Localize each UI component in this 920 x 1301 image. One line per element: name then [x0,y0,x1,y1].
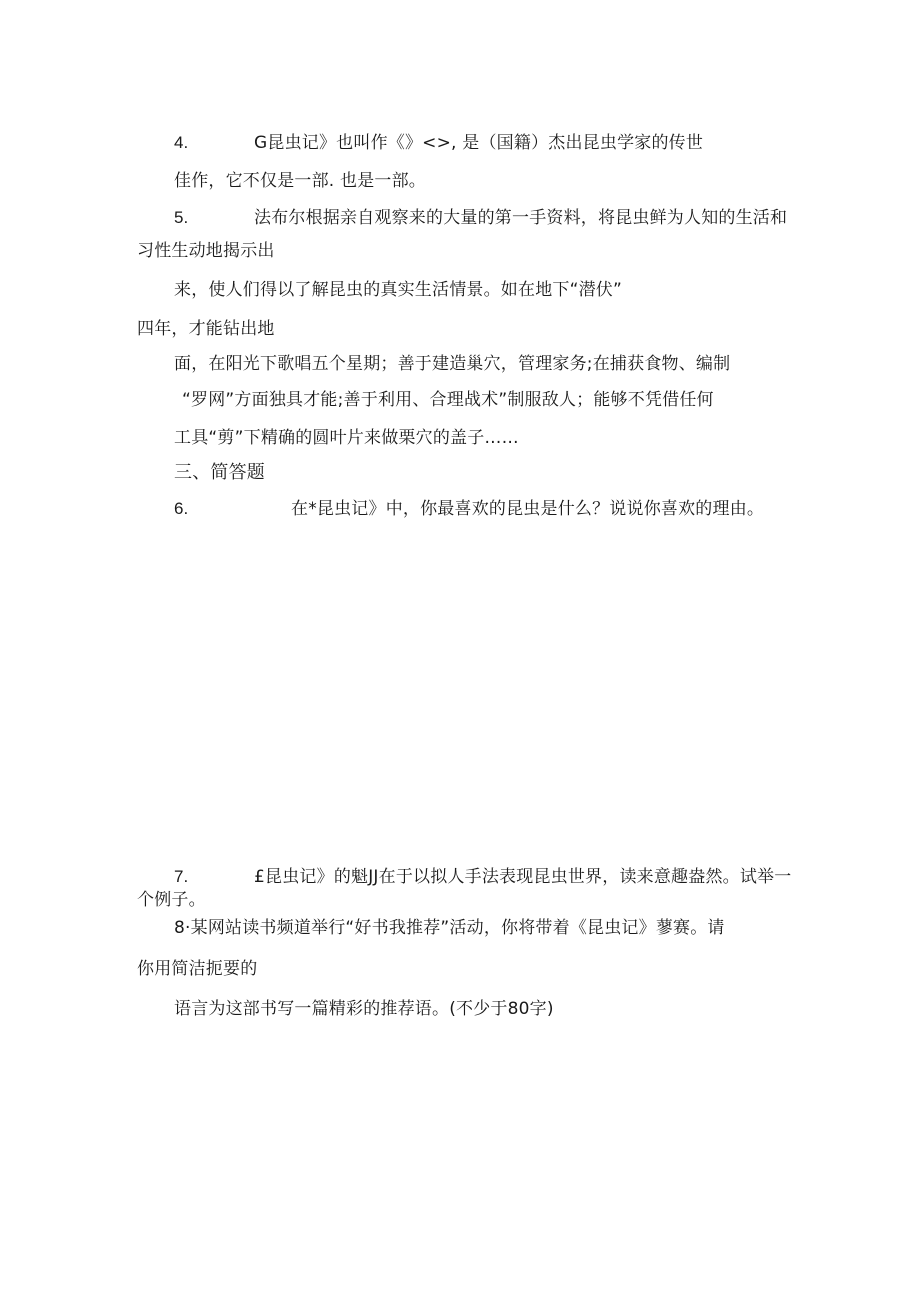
q7-line-1: £昆虫记》的魁JJ在于以拟人手法表现昆虫世界，读来意趣盎然。试举一 [254,867,792,887]
q5-line-2: 习性生动地揭示出 [137,241,275,261]
q5-line-4: 四年，才能钻出地 [137,319,275,339]
q5-line-1: 法布尔根据亲自观察来的大量的第一手资料，将昆虫鲜为人知的生活和 [254,208,788,228]
q8-line-3: 语言为这部书写一篇精彩的推荐语。(不少于80字) [174,999,554,1019]
q8-line-1: 8·某网站读书频道举行“好书我推荐”活动，你将带着《昆虫记》蓼赛。请 [174,918,725,938]
q5-line-7: 工具“剪”下精确的圆叶片来做栗穴的盖子…… [174,428,519,448]
q5-line-5: 面，在阳光下歌唱五个星期；善于建造巢穴，管理家务;在捕获食物、编制 [174,354,731,374]
q4-line-2: 佳作，它不仅是一部. 也是一部。 [174,171,427,191]
section-heading: 三、简答题 [174,462,265,483]
q5-line-3: 来，使人们得以了解昆虫的真实生活情景。如在地下“潜伏” [174,280,623,300]
q8-line-2: 你用简洁扼要的 [137,959,258,979]
q6-text: 在*昆虫记》中，你最喜欢的昆虫是什么？说说你喜欢的理由。 [291,499,765,519]
q6-number: 6. [174,499,189,518]
q4-line-1: G昆虫记》也叫作《》<>, 是（国籍）杰出昆虫学家的传世 [254,133,704,153]
q5-number: 5. [174,208,189,227]
q7-number: 7. [174,867,189,886]
q4-number: 4. [174,133,189,152]
q5-line-6: “罗网”方面独具才能;善于利用、合理战术”制服敌人；能够不凭借任何 [182,390,714,410]
q7-line-2: 个例子。 [137,890,206,910]
